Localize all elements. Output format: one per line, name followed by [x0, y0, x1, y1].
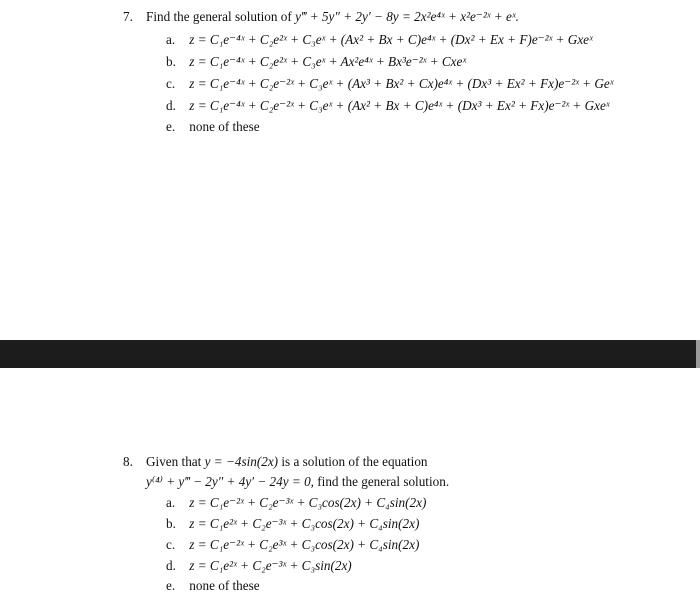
question-7-option-c[interactable]	[166, 75, 613, 93]
option-text: z = C₁e⁻⁴ˣ + C₂e⁻²ˣ + C₃eˣ + (Ax³ + Bx² + Cx)e⁴ˣ + (Dx³ + Ex² + Fx)e⁻²ˣ + Geˣ	[189, 76, 614, 91]
option-letter: c.	[166, 76, 176, 91]
question-8-equation: y⁽⁴⁾ + y‴ − 2y″ + 4y′ − 24y = 0,	[146, 474, 314, 489]
question-8-option-b[interactable]	[166, 515, 419, 533]
option-text: none of these	[189, 119, 260, 134]
question-8-prompt-middle: is a solution of the equation	[281, 454, 428, 469]
question-8-panel	[0, 368, 700, 599]
question-8-prompt-suffix: find the general solution.	[317, 474, 450, 489]
question-8-option-e[interactable]	[166, 577, 260, 595]
option-text: z = C₁e²ˣ + C₂e⁻³ˣ + C₃sin(2x)	[189, 558, 352, 573]
option-text: z = C₁e⁻⁴ˣ + C₂e²ˣ + C₃eˣ + (Ax² + Bx + C)e⁴ˣ + (Dx² + Ex + F)e⁻²ˣ + Gxeˣ	[189, 32, 593, 47]
option-letter: e.	[166, 119, 176, 134]
question-7-option-a[interactable]	[166, 31, 593, 49]
option-text: none of these	[189, 578, 260, 593]
question-8-prompt-line-1	[146, 453, 428, 471]
question-7-option-e[interactable]	[166, 118, 260, 136]
option-letter: d.	[166, 558, 176, 573]
option-text: z = C₁e⁻⁴ˣ + C₂e⁻²ˣ + C₃eˣ + (Ax² + Bx + C)e⁴ˣ + (Dx³ + Ex² + Fx)e⁻²ˣ + Gxeˣ	[189, 98, 610, 113]
option-letter: c.	[166, 537, 176, 552]
question-7-number: 7.	[123, 9, 133, 24]
question-7-option-d[interactable]	[166, 97, 610, 115]
panel-divider	[0, 340, 700, 368]
option-text: z = C₁e⁻²ˣ + C₂e⁻³ˣ + C₃cos(2x) + C₄sin(2x)	[189, 495, 427, 510]
question-7-option-b[interactable]	[166, 53, 466, 71]
question-8-prompt-text: Given that	[146, 454, 202, 469]
option-letter: b.	[166, 54, 176, 69]
question-7-prompt-text: Find the general solution of	[146, 9, 292, 24]
question-7-equation: y‴ + 5y″ + 2y′ − 8y = 2x²e⁴ˣ + x²e⁻²ˣ + eˣ.	[295, 9, 519, 24]
question-7-prompt	[146, 8, 519, 26]
option-text: z = C₁e²ˣ + C₂e⁻³ˣ + C₃cos(2x) + C₄sin(2x)	[189, 516, 420, 531]
question-8-option-d[interactable]	[166, 557, 352, 575]
question-8-given: y = −4sin(2x)	[204, 454, 279, 469]
question-8-option-a[interactable]	[166, 494, 426, 512]
option-text: z = C₁e⁻⁴ˣ + C₂e²ˣ + C₃eˣ + Ax²e⁴ˣ + Bx³e⁻²ˣ + Cxeˣ	[189, 54, 467, 69]
option-letter: d.	[166, 98, 176, 113]
question-8-option-c[interactable]	[166, 536, 419, 554]
option-letter: a.	[166, 495, 176, 510]
option-letter: a.	[166, 32, 176, 47]
question-8-number: 8.	[123, 454, 133, 469]
question-8-prompt-line-2	[146, 473, 449, 491]
option-text: z = C₁e⁻²ˣ + C₂e³ˣ + C₃cos(2x) + C₄sin(2x)	[189, 537, 420, 552]
option-letter: e.	[166, 578, 176, 593]
scrollbar-edge[interactable]	[696, 340, 700, 368]
option-letter: b.	[166, 516, 176, 531]
